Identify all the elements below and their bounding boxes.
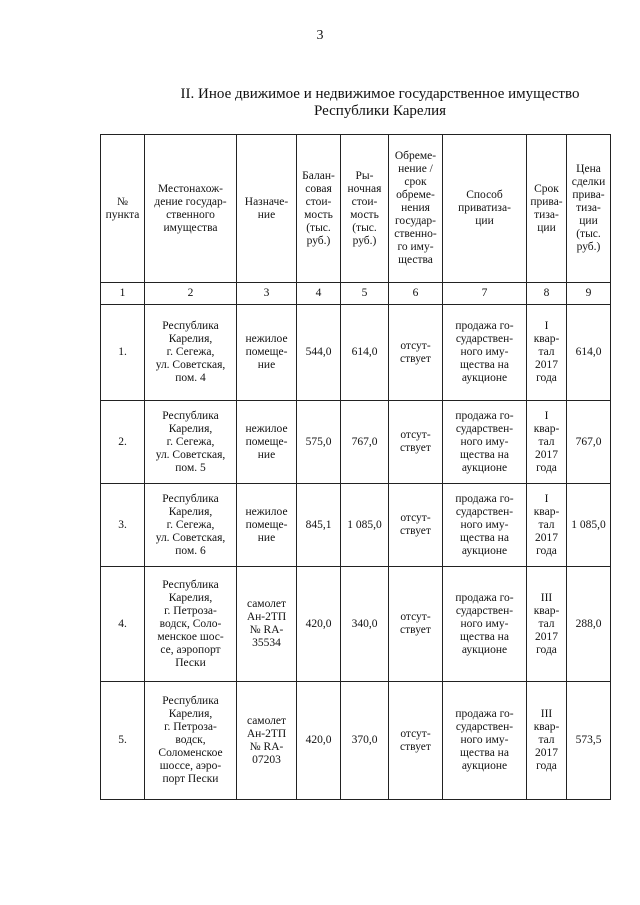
- column-number-cell: 8: [527, 283, 567, 305]
- encumbrance-cell: отсут- ствует: [389, 567, 443, 682]
- deal-price-cell: 1 085,0: [567, 484, 611, 567]
- table-row: [101, 401, 611, 484]
- purpose-cell: нежилое помеще- ние: [237, 305, 297, 401]
- column-number-cell: 2: [145, 283, 237, 305]
- row-number-cell: 5.: [101, 682, 145, 800]
- balance-value-cell: 575,0: [297, 401, 341, 484]
- market-value-cell: 614,0: [341, 305, 389, 401]
- column-number-cell: 7: [443, 283, 527, 305]
- column-number-cell: 1: [101, 283, 145, 305]
- privatization-method-cell: продажа го- сударствен- ного иму- щества на аукционе: [443, 305, 527, 401]
- section-title-line-1: II. Иное движимое и недвижимое государственное имущество: [180, 86, 580, 102]
- page-number: 3: [316, 28, 324, 43]
- privatization-term-cell: III квар- тал 2017 года: [527, 567, 567, 682]
- table-row: [101, 484, 611, 567]
- section-title: [150, 86, 610, 120]
- privatization-method-cell: продажа го- сударствен- ного иму- щества на аукционе: [443, 567, 527, 682]
- market-value-cell: 370,0: [341, 682, 389, 800]
- property-table: [100, 134, 611, 800]
- location-cell: Республика Карелия, г. Сегежа, ул. Советская, пом. 6: [145, 484, 237, 567]
- balance-value-cell: 544,0: [297, 305, 341, 401]
- market-value-cell: 340,0: [341, 567, 389, 682]
- table-row: [101, 682, 611, 800]
- header-cell: № пункта: [101, 135, 145, 283]
- location-cell: Республика Карелия, г. Петроза- водск, Соло- менское шос- се, аэропорт Пески: [145, 567, 237, 682]
- deal-price-cell: 614,0: [567, 305, 611, 401]
- table-row: [101, 305, 611, 401]
- table-header-row: [101, 135, 611, 283]
- header-cell: Балан- совая стои- мость (тыс. руб.): [297, 135, 341, 283]
- encumbrance-cell: отсут- ствует: [389, 305, 443, 401]
- balance-value-cell: 420,0: [297, 567, 341, 682]
- encumbrance-cell: отсут- ствует: [389, 484, 443, 567]
- column-number-cell: 6: [389, 283, 443, 305]
- column-number-cell: 9: [567, 283, 611, 305]
- header-cell: Цена сделки прива- тиза- ции (тыс. руб.): [567, 135, 611, 283]
- deal-price-cell: 288,0: [567, 567, 611, 682]
- header-cell: Срок прива- тиза- ции: [527, 135, 567, 283]
- location-cell: Республика Карелия, г. Сегежа, ул. Советская, пом. 5: [145, 401, 237, 484]
- section-title-line-2: Республики Карелия: [313, 103, 447, 119]
- table-row: [101, 567, 611, 682]
- balance-value-cell: 420,0: [297, 682, 341, 800]
- privatization-method-cell: продажа го- сударствен- ного иму- щества на аукционе: [443, 682, 527, 800]
- header-cell: Назначе- ние: [237, 135, 297, 283]
- privatization-term-cell: I квар- тал 2017 года: [527, 305, 567, 401]
- row-number-cell: 2.: [101, 401, 145, 484]
- purpose-cell: самолет Ан-2ТП № RA- 07203: [237, 682, 297, 800]
- header-cell: Ры- ночная стои- мость (тыс. руб.): [341, 135, 389, 283]
- balance-value-cell: 845,1: [297, 484, 341, 567]
- deal-price-cell: 767,0: [567, 401, 611, 484]
- privatization-term-cell: I квар- тал 2017 года: [527, 484, 567, 567]
- location-cell: Республика Карелия, г. Петроза- водск, Соломенское шоссе, аэро- порт Пески: [145, 682, 237, 800]
- column-number-row: [101, 283, 611, 305]
- market-value-cell: 1 085,0: [341, 484, 389, 567]
- encumbrance-cell: отсут- ствует: [389, 401, 443, 484]
- purpose-cell: самолет Ан-2ТП № RA- 35534: [237, 567, 297, 682]
- header-cell: Способ приватиза- ции: [443, 135, 527, 283]
- column-number-cell: 3: [237, 283, 297, 305]
- row-number-cell: 4.: [101, 567, 145, 682]
- column-number-cell: 5: [341, 283, 389, 305]
- privatization-term-cell: I квар- тал 2017 года: [527, 401, 567, 484]
- purpose-cell: нежилое помеще- ние: [237, 484, 297, 567]
- privatization-method-cell: продажа го- сударствен- ного иму- щества на аукционе: [443, 401, 527, 484]
- privatization-method-cell: продажа го- сударствен- ного иму- щества на аукционе: [443, 484, 527, 567]
- column-number-cell: 4: [297, 283, 341, 305]
- market-value-cell: 767,0: [341, 401, 389, 484]
- privatization-term-cell: III квар- тал 2017 года: [527, 682, 567, 800]
- header-cell: Обреме- нение / срок обреме- нения государ- ственно- го иму- щества: [389, 135, 443, 283]
- encumbrance-cell: отсут- ствует: [389, 682, 443, 800]
- row-number-cell: 1.: [101, 305, 145, 401]
- location-cell: Республика Карелия, г. Сегежа, ул. Советская, пом. 4: [145, 305, 237, 401]
- purpose-cell: нежилое помеще- ние: [237, 401, 297, 484]
- row-number-cell: 3.: [101, 484, 145, 567]
- deal-price-cell: 573,5: [567, 682, 611, 800]
- header-cell: Местонахож- дение государ- ственного имущества: [145, 135, 237, 283]
